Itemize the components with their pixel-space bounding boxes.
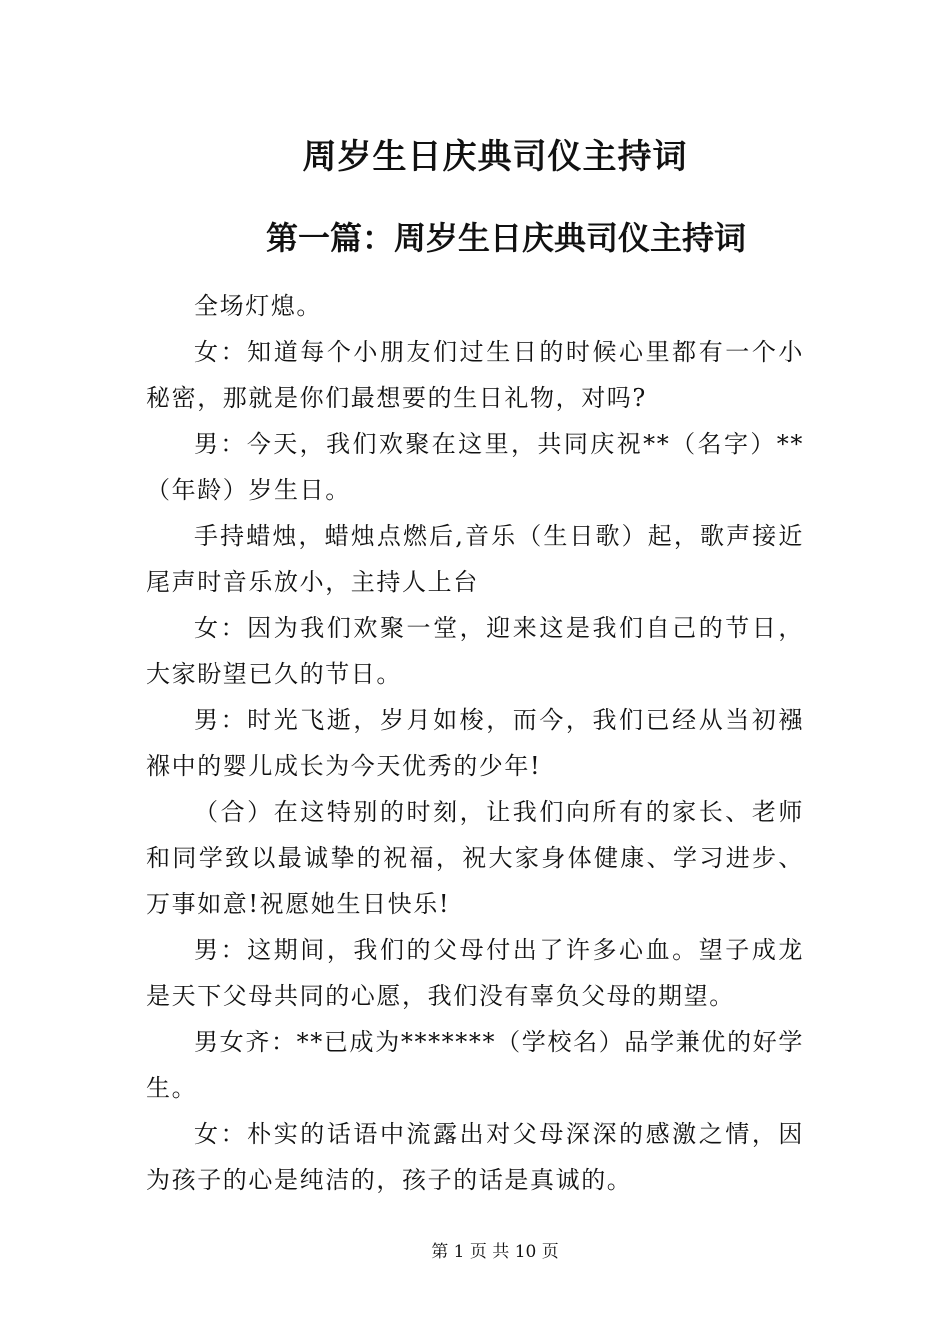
- paragraph: （合）在这特别的时刻，让我们向所有的家长、老师和同学致以最诚挚的祝福，祝大家身体健康、学习进步、万事如意!祝愿她生日快乐!: [146, 798, 804, 918]
- paragraph: 男：时光飞逝，岁月如梭，而今，我们已经从当初襁褓中的婴儿成长为今天优秀的少年!: [146, 706, 804, 780]
- page-number-footer: 第 1 页 共 10 页: [431, 1242, 559, 1262]
- paragraph: 男：这期间，我们的父母付出了许多心血。望子成龙是天下父母共同的心愿，我们没有辜负父母的期望。: [146, 936, 804, 1010]
- document-body: [146, 283, 804, 1203]
- paragraph: 全场灯熄。: [194, 292, 322, 320]
- paragraph: 男：今天，我们欢聚在这里，共同庆祝**（名字）**（年龄）岁生日。: [146, 430, 804, 504]
- paragraph: 女：朴实的话语中流露出对父母深深的感激之情，因为孩子的心是纯洁的，孩子的话是真诚的。: [146, 1120, 804, 1194]
- document-title: 周岁生日庆典司仪主持词: [302, 137, 688, 177]
- paragraph: 女：知道每个小朋友们过生日的时候心里都有一个小秘密，那就是你们最想要的生日礼物，对吗?: [146, 338, 804, 412]
- paragraph: 手持蜡烛，蜡烛点燃后,音乐（生日歌）起，歌声接近尾声时音乐放小，主持人上台: [146, 522, 804, 596]
- paragraph: 女：因为我们欢聚一堂，迎来这是我们自己的节日，大家盼望已久的节日。: [146, 614, 804, 688]
- section-title: 第一篇：周岁生日庆典司仪主持词: [265, 219, 746, 257]
- paragraph: 男女齐：**已成为*******（学校名）品学兼优的好学生。: [146, 1028, 804, 1102]
